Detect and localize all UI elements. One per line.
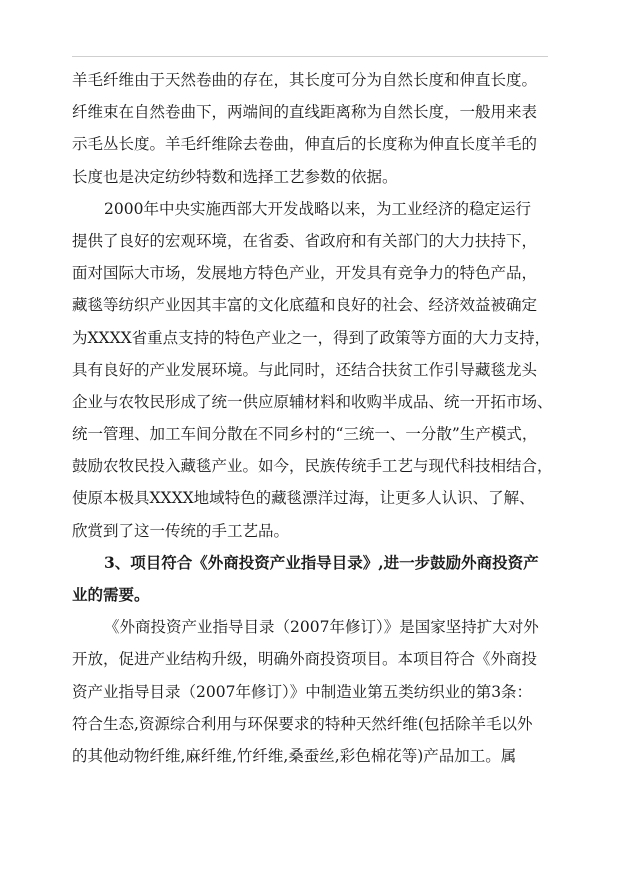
text-line: 面对国际大市场，发展地方特色产业，开发具有竞争力的特色产品，: [72, 264, 538, 283]
text-line: 企业与农牧民形成了统一供应原辅材料和收购半成品、统一开拓市场、: [72, 392, 553, 411]
text-line: 开放，促进产业结构升级，明确外商投资项目。本项目符合《外商投: [72, 650, 538, 669]
text-line: 纤维束在自然卷曲下，两端间的直线距离称为自然长度，一般用来表: [72, 103, 538, 122]
text-line: 藏毯等纺织产业因其丰富的文化底蕴和良好的社会、经济效益被确定: [72, 296, 538, 315]
text-line: 的其他动物纤维,麻纤维,竹纤维,桑蚕丝,彩色棉花等)产品加工。属: [72, 746, 517, 765]
text-line: 为XXXX省重点支持的特色产业之一，得到了政策等方面的大力支持，: [72, 328, 551, 347]
paragraph-wool-length: [72, 64, 552, 193]
paragraph-foreign-investment-catalog: [72, 611, 552, 772]
text-line: 资产业指导目录（2007年修订）》中制造业第五类纺织业的第3条：: [72, 682, 533, 701]
text-line: 统一管理、加工车间分散在不同乡村的“三统一、一分散”生产模式，: [72, 425, 538, 444]
section-heading: [72, 547, 552, 611]
text-line: 羊毛纤维由于天然卷曲的存在，其长度可分为自然长度和伸直长度。: [72, 71, 538, 89]
text-line: 2000年中央实施西部大开发战略以来，为工业经济的稳定运行: [104, 199, 531, 218]
text-line: 欣赏到了这一传统的手工艺品。: [72, 521, 290, 540]
text-line: 符合生态,资源综合利用与环保要求的特种天然纤维(包括除羊毛以外: [72, 714, 533, 733]
text-line: 《外商投资产业指导目录（2007年修订）》是国家坚持扩大对外: [104, 618, 539, 637]
heading-line: 业的需要。: [72, 585, 150, 604]
heading-line: 3、项目符合《外商投资产业指导目录》,进一步鼓励外商投资产: [104, 552, 539, 572]
document-body: [72, 64, 552, 772]
paragraph-western-development: [72, 193, 552, 547]
text-line: 具有良好的产业发展环境。与此同时，还结合扶贫工作引导藏毯龙头: [72, 360, 538, 379]
text-line: 使原本极具XXXX地域特色的藏毯漂洋过海，让更多人认识、了解、: [72, 489, 535, 508]
text-line: 长度也是决定纺纱特数和选择工艺参数的依据。: [72, 167, 398, 186]
text-line: 鼓励农牧民投入藏毯产业。如今，民族传统手工艺与现代科技相结合，: [72, 457, 553, 476]
page-header-rule: [72, 56, 548, 57]
text-line: 提供了良好的宏观环境，在省委、省政府和有关部门的大力扶持下，: [72, 231, 538, 250]
text-line: 示毛丛长度。羊毛纤维除去卷曲，伸直后的长度称为伸直长度羊毛的: [72, 135, 538, 154]
